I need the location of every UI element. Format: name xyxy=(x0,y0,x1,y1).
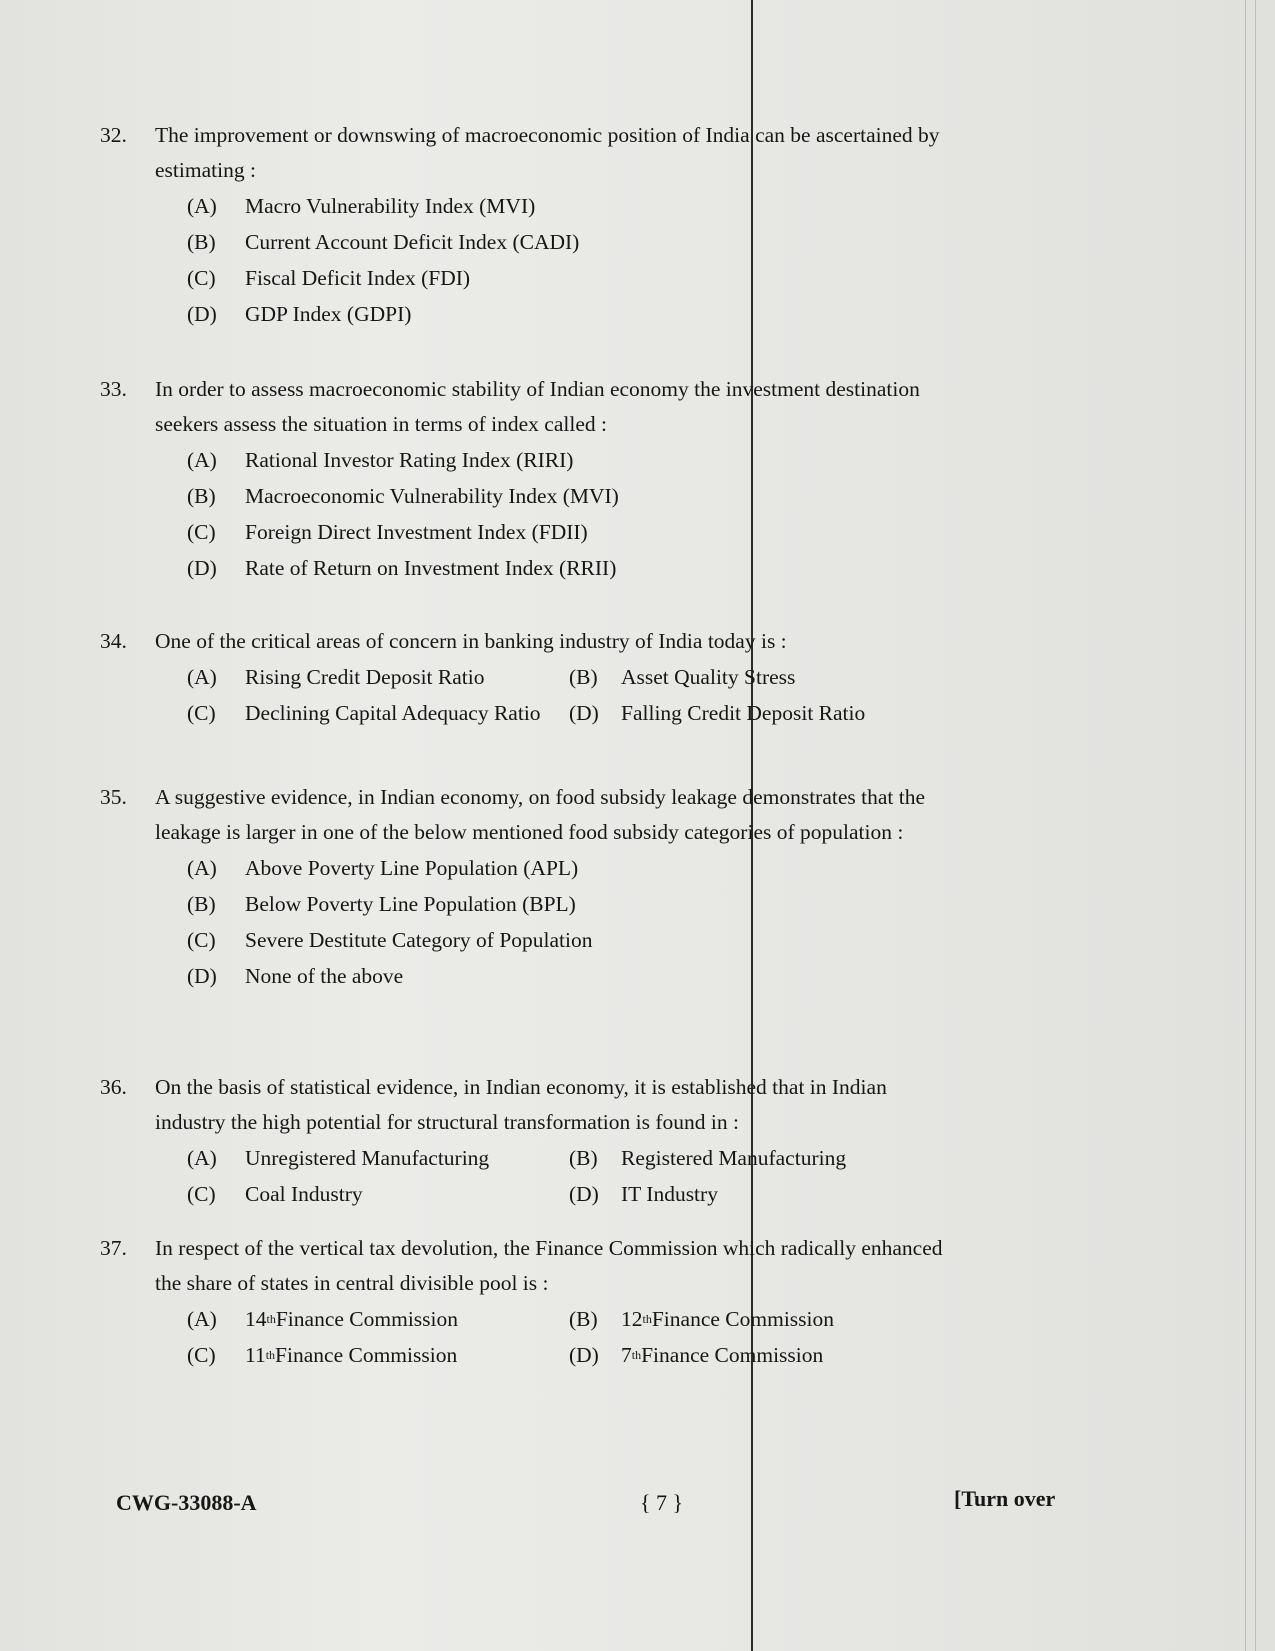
question-number: 37. xyxy=(100,1236,127,1260)
option-a[interactable]: (A) Unregistered Manufacturing xyxy=(187,1145,490,1170)
option-b[interactable]: (B) Current Account Deficit Index (CADI) xyxy=(187,229,580,254)
question-stem: A suggestive evidence, in Indian economy, on food subsidy leakage demonstrates that the leakage is larger in one of the below mentioned food subsidy categories of population : xyxy=(155,785,926,844)
options-list xyxy=(100,188,955,332)
question-number: 36. xyxy=(100,1075,127,1099)
option-a[interactable]: (A) Above Poverty Line Population (APL) xyxy=(187,855,579,880)
option-b[interactable]: (B) Below Poverty Line Population (BPL) xyxy=(187,891,576,916)
option-d[interactable]: (D) Falling Credit Deposit Ratio xyxy=(569,700,866,725)
option-c[interactable]: (C) Severe Destitute Category of Population xyxy=(187,927,593,952)
question-33 xyxy=(100,372,955,586)
question-35 xyxy=(100,780,955,994)
option-b[interactable]: (B) Macroeconomic Vulnerability Index (MVI) xyxy=(187,483,619,508)
paper-code: CWG-33088-A xyxy=(116,1490,257,1515)
question-number: 32. xyxy=(100,123,127,147)
option-d[interactable]: (D) Rate of Return on Investment Index (RRII) xyxy=(187,555,617,580)
option-a[interactable]: (A) Rational Investor Rating Index (RIRI) xyxy=(187,447,574,472)
question-34 xyxy=(100,624,969,731)
question-36 xyxy=(100,1070,969,1212)
options-grid xyxy=(100,1140,969,1212)
question-stem: One of the critical areas of concern in banking industry of India today is : xyxy=(155,629,787,653)
option-c[interactable]: (C) Declining Capital Adequacy Ratio xyxy=(187,700,541,725)
question-number: 35. xyxy=(100,785,127,809)
question-stem: In order to assess macroeconomic stability of Indian economy the investment destination seekers assess the situation in terms of index called : xyxy=(155,377,920,436)
question-stem: On the basis of statistical evidence, in Indian economy, it is established that in Indian industry the high potential for structural transformation is found in : xyxy=(155,1075,887,1134)
page-edge-line xyxy=(1255,0,1256,1651)
option-a[interactable]: (A) Rising Credit Deposit Ratio xyxy=(187,664,485,689)
page-edge-line xyxy=(1245,0,1246,1651)
page-number: { 7 } xyxy=(640,1490,684,1515)
option-d[interactable]: (D) GDP Index (GDPI) xyxy=(187,301,412,326)
option-c[interactable]: (C) 11 th Finance Commission xyxy=(187,1342,458,1367)
option-c[interactable]: (C) Coal Industry xyxy=(187,1181,363,1206)
option-a[interactable]: (A) 14 th Finance Commission xyxy=(187,1306,458,1331)
option-a[interactable]: (A) Macro Vulnerability Index (MVI) xyxy=(187,193,536,218)
question-stem: The improvement or downswing of macroeconomic position of India can be ascertained by estimating : xyxy=(155,123,940,182)
option-b[interactable]: (B) Registered Manufacturing xyxy=(569,1145,847,1170)
options-list xyxy=(100,442,955,586)
option-b[interactable]: (B) 12 th Finance Commission xyxy=(569,1306,834,1331)
question-32 xyxy=(100,118,955,332)
option-b[interactable]: (B) Asset Quality Stress xyxy=(569,664,796,689)
option-d[interactable]: (D) None of the above xyxy=(187,963,404,988)
question-stem: In respect of the vertical tax devolution, the Finance Commission which radically enhanced the share of states in central divisible pool is : xyxy=(155,1236,943,1295)
option-d[interactable]: (D) IT Industry xyxy=(569,1181,718,1206)
option-d[interactable]: (D) 7 th Finance Commission xyxy=(569,1342,824,1367)
option-c[interactable]: (C) Foreign Direct Investment Index (FDII) xyxy=(187,519,588,544)
question-37 xyxy=(100,1231,969,1373)
question-number: 34. xyxy=(100,629,127,653)
options-grid xyxy=(100,659,969,731)
options-grid xyxy=(100,1301,969,1373)
turn-over-note: [Turn over xyxy=(954,1486,1056,1511)
options-list xyxy=(100,850,955,994)
option-c[interactable]: (C) Fiscal Deficit Index (FDI) xyxy=(187,265,471,290)
question-number: 33. xyxy=(100,377,127,401)
